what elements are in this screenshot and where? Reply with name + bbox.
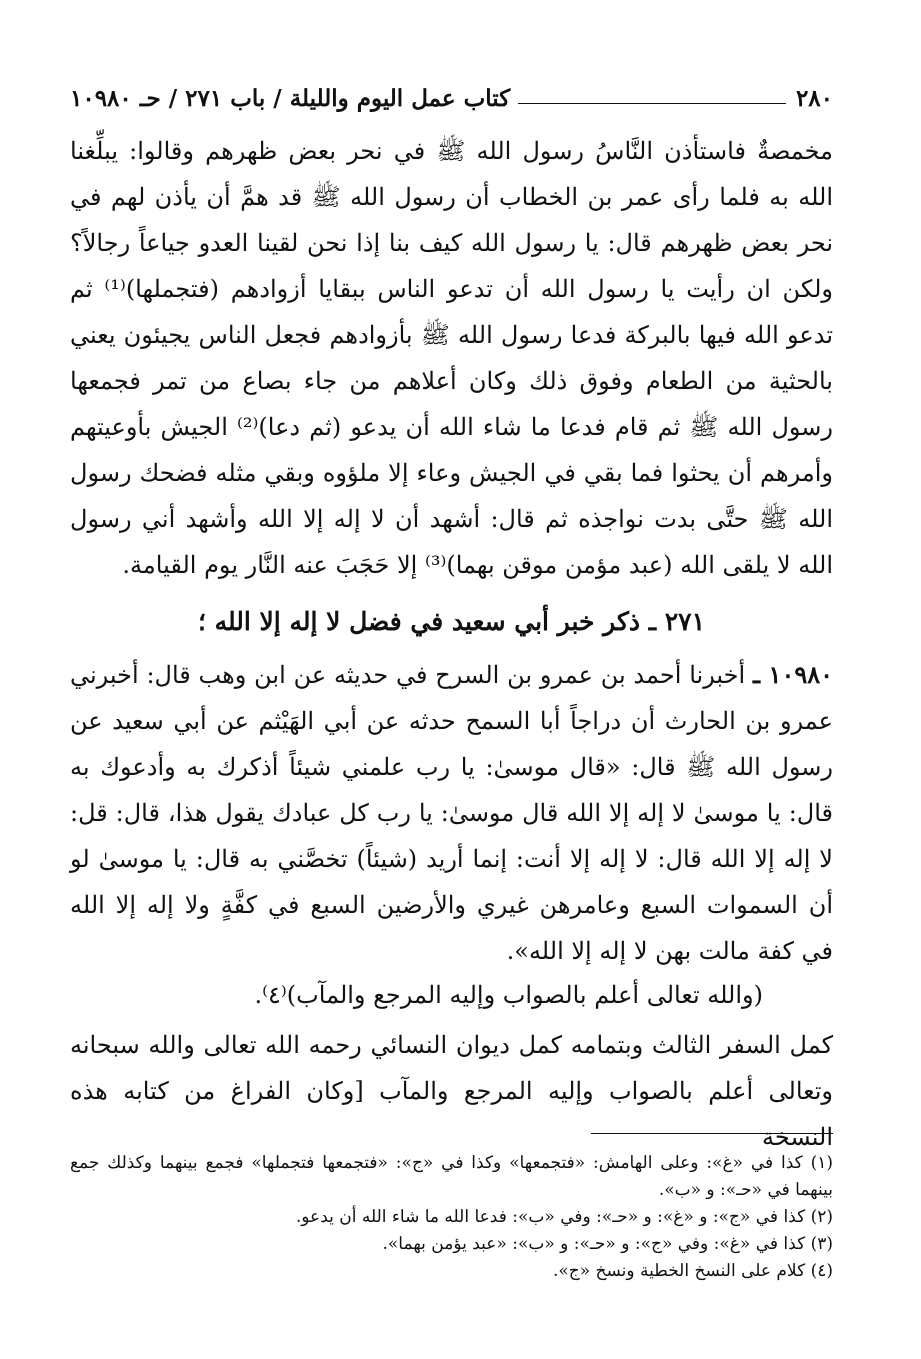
hadith-block <box>70 652 833 974</box>
section-heading: ٢٧١ ـ ذكر خبر أبي سعيد في فضل لا إله إلا الله ؛ <box>197 607 706 636</box>
header-title: كتاب عمل اليوم والليلة / باب ٢٧١ / حـ ١٠٩٨٠ <box>70 85 511 112</box>
footnote-2: (٢) كذا في «ج»: و «غ»: و «حـ»: وفي «ب»: فدعا الله ما شاء الله أن يدعو. <box>295 1207 833 1227</box>
page-number: ٢٨٠ <box>795 85 833 112</box>
body-text-block <box>70 128 833 588</box>
header-rule <box>518 103 786 104</box>
running-header <box>70 78 833 112</box>
footnote-1: (١) كذا في «غ»: وعلى الهامش: «فتجمعها» وكذا في «ج»: «فتجمعها فتجملها» فجمع بينهما وكذلك جمع بينهما في «حـ»: و «ب». <box>70 1153 833 1200</box>
hadith-paragraph <box>70 652 833 974</box>
footnote-3: (٣) كذا في «غ»: وفي «ج»: و «حـ»: و «ب»: «عبد يؤمن بهما». <box>382 1234 833 1254</box>
body-paragraph: مخمصةٌ فاستأذن النَّاسُ رسول الله ﷺ في نحر بعض ظهرهم وقالوا: يبلِّغنا الله به فلما رأى عمر بن الخطاب أن رسول الله ﷺ قد همَّ أن يأذن لهم في نحر بعض ظهرهم قال: يا رسول الله كيف بنا إذا نحن لقينا العدو جياعاً رجالاً؟ ولكن ان رأيت يا رسول الله أن تدعو الناس ببقايا أزوادهم (فتجملها)⁽¹⁾ ثم تدعو الله فيها بالبركة فدعا رسول الله ﷺ بأزوادهم فجعل الناس يجيئون يعني بالحثية من الطعام وفوق ذلك وكان أعلاهم من جاء بصاع من تمر فجمعها رسول الله ﷺ ثم قام فدعا ما شاء الله أن يدعو (ثم دعا)⁽²⁾ الجيش بأوعيتهم وأمرهم أن يحثوا فما بقي في الجيش وعاء إلا ملؤوه وبقي مثله فضحك رسول الله ﷺ حتَّى بدت نواجذه ثم قال: أشهد أن لا إله إلا الله وأشهد أني رسول الله لا يلقى الله (عبد مؤمن موقن بهما)⁽³⁾ إلا حَجَبَ عنه النَّار يوم القيامة. <box>70 137 834 579</box>
footnotes <box>70 1150 833 1285</box>
hadith-text: أخبرنا أحمد بن عمرو بن السرح في حديثه عن ابن وهب قال: أخبرني عمرو بن الحارث أن دراجاً أبا السمح حدثه عن أبي الهَيْثم عن أبي سعيد عن رسول الله ﷺ قال: «قال موسىٰ: يا رب علمني شيئاً أذكرك به وأدعوك به قال: يا موسىٰ لا إله إلا الله قال موسىٰ: يا رب كل عبادك يقول هذا، قال: قل: لا إله إلا الله قال: لا إله إلا أنت: إنما أريد (شيئاً) تخصَّني به قال: يا موسىٰ لو أن السموات السبع وعامرهن غيري والأرضين السبع في كفَّةٍ ولا إله إلا الله في كفة مالت بهن لا إله إلا الله». <box>70 661 833 965</box>
colophon-paragraph: كمل السفر الثالث وبتمامه كمل ديوان النسائي رحمه الله تعالى والله سبحانه وتعالى أعلم بالصواب وإليه المرجع والمآب [وكان الفراغ من كتابه هذه النسخة <box>70 1031 833 1151</box>
footnote-4: (٤) كلام على النسخ الخطية ونسخ «ج». <box>552 1261 833 1281</box>
hadith-number: ١٠٩٨٠ ـ <box>752 660 833 689</box>
footnote-separator <box>591 1133 833 1134</box>
colophon-block <box>70 1022 833 1160</box>
closing-line: (والله تعالى أعلم بالصواب وإليه المرجع والمآب)⁽٤⁾. <box>254 981 763 1009</box>
